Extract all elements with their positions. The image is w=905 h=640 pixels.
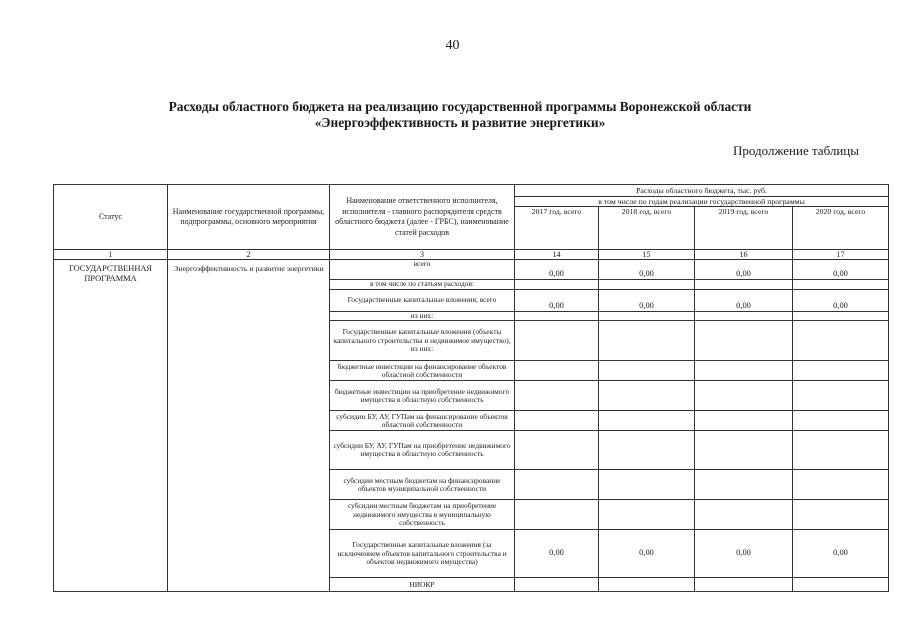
- header-year-2017: 2017 год, всего: [515, 207, 599, 250]
- value-2017: [515, 280, 599, 290]
- expense-item-label: НИОКР: [330, 578, 515, 592]
- status-cell: ГОСУДАРСТВЕННАЯ ПРОГРАММА: [54, 260, 168, 592]
- value-2019: [695, 500, 793, 530]
- value-2018: [599, 321, 695, 361]
- column-number-row: [54, 250, 889, 260]
- value-2020: [793, 431, 889, 470]
- value-2018: [599, 381, 695, 411]
- expense-item-label: Государственные капитальные вложения (за исключением объектов капитального строительства и объектов недвижимого имущества): [330, 530, 515, 578]
- program-name-cell: Энергоэффективность и развитие энергетики: [168, 260, 330, 592]
- column-number: 14: [515, 250, 599, 260]
- expense-item-label: Государственные капитальные вложения, всего: [330, 290, 515, 312]
- value-2019: [695, 470, 793, 500]
- expense-item-label: всего: [330, 260, 515, 280]
- value-2020: [793, 578, 889, 592]
- expense-item-label: субсидии БУ, АУ, ГУПам на финансирование объектов областной собственности: [330, 411, 515, 431]
- value-2018: [599, 312, 695, 321]
- value-2018: [599, 500, 695, 530]
- value-2017: [515, 578, 599, 592]
- document-title-line-2: «Энергоэффективность и развитие энергетики»: [314, 115, 606, 130]
- value-2019: [695, 321, 793, 361]
- document-title: [100, 99, 820, 131]
- header-row-1: [54, 185, 889, 197]
- value-2019: 0,00: [695, 260, 793, 280]
- value-2019: 0,00: [695, 290, 793, 312]
- expense-item-label: субсидии местным бюджетам на финансирование объектов муниципальной собственности: [330, 470, 515, 500]
- value-2020: 0,00: [793, 290, 889, 312]
- expense-item-label: Государственные капитальные вложения (объекты капитального строительства и недвижимое имущество), из них:: [330, 321, 515, 361]
- value-2018: [599, 470, 695, 500]
- value-2017: [515, 500, 599, 530]
- header-year-2020: 2020 год, всего: [793, 207, 889, 250]
- expense-item-label: бюджетные инвестиции на приобретение недвижимого имущества в областную собственность: [330, 381, 515, 411]
- expense-item-label: бюджетные инвестиции на финансирование объектов областной собственности: [330, 361, 515, 381]
- value-2018: [599, 578, 695, 592]
- value-2020: 0,00: [793, 530, 889, 578]
- column-number: 17: [793, 250, 889, 260]
- value-2017: [515, 361, 599, 381]
- value-2019: [695, 578, 793, 592]
- header-program-name: Наименование государственной программы, подпрограммы, основного мероприятия: [168, 185, 330, 250]
- value-2017: [515, 381, 599, 411]
- header-status: Статус: [54, 185, 168, 250]
- value-2020: [793, 321, 889, 361]
- column-number: 3: [330, 250, 515, 260]
- value-2019: [695, 411, 793, 431]
- value-2018: [599, 280, 695, 290]
- expense-item-label: из них:: [330, 312, 515, 321]
- value-2018: 0,00: [599, 260, 695, 280]
- value-2020: [793, 280, 889, 290]
- value-2020: [793, 312, 889, 321]
- expense-item-label: в том числе по статьям расходов:: [330, 280, 515, 290]
- value-2019: 0,00: [695, 530, 793, 578]
- value-2018: [599, 431, 695, 470]
- value-2018: [599, 411, 695, 431]
- document-title-line-1: Расходы областного бюджета на реализацию государственной программы Воронежской области: [168, 99, 752, 114]
- header-year-2018: 2018 год, всего: [599, 207, 695, 250]
- expense-item-label: субсидии местным бюджетам на приобретение недвижимого имущества в муниципальную собственность: [330, 500, 515, 530]
- value-2019: [695, 361, 793, 381]
- value-2018: [599, 361, 695, 381]
- value-2018: 0,00: [599, 290, 695, 312]
- column-number: 2: [168, 250, 330, 260]
- value-2020: [793, 470, 889, 500]
- budget-table: [53, 184, 889, 592]
- column-number: 16: [695, 250, 793, 260]
- table-row: [54, 260, 889, 280]
- value-2020: [793, 361, 889, 381]
- value-2017: [515, 312, 599, 321]
- value-2020: [793, 381, 889, 411]
- value-2019: [695, 312, 793, 321]
- expense-item-label: субсидии БУ, АУ, ГУПам на приобретение недвижимого имущества в областную собственность: [330, 431, 515, 470]
- column-number: 15: [599, 250, 695, 260]
- page-number: 40: [445, 38, 460, 53]
- value-2017: [515, 431, 599, 470]
- header-by-years: в том числе по годам реализации государственной программы: [515, 197, 889, 207]
- value-2017: 0,00: [515, 290, 599, 312]
- value-2019: [695, 280, 793, 290]
- header-executor: Наименование ответственного исполнителя, исполнителя - главного распорядителя средств областного бюджета (далее - ГРБС), наименование статей расходов: [330, 185, 515, 250]
- value-2020: [793, 500, 889, 530]
- value-2018: 0,00: [599, 530, 695, 578]
- value-2019: [695, 431, 793, 470]
- value-2017: 0,00: [515, 260, 599, 280]
- value-2019: [695, 381, 793, 411]
- value-2020: [793, 411, 889, 431]
- value-2017: 0,00: [515, 530, 599, 578]
- continuation-note: Продолжение таблицы: [733, 143, 859, 158]
- value-2020: 0,00: [793, 260, 889, 280]
- column-number: 1: [54, 250, 168, 260]
- value-2017: [515, 470, 599, 500]
- header-expenses: Расходы областного бюджета, тыс. руб.: [515, 185, 889, 197]
- value-2017: [515, 321, 599, 361]
- header-year-2019: 2019 год, всего: [695, 207, 793, 250]
- value-2017: [515, 411, 599, 431]
